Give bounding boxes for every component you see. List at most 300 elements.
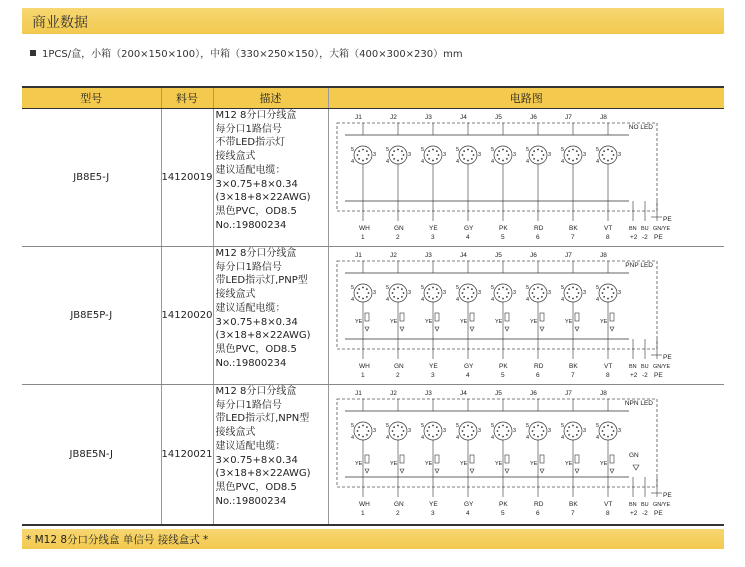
pin-number: 3 <box>407 290 411 296</box>
wire-number: 7 <box>570 372 575 379</box>
connector-pin-dot <box>610 158 612 160</box>
desc-line: 接线盒式 <box>215 289 256 301</box>
connector-pin-dot <box>437 430 439 432</box>
table-row <box>22 247 724 385</box>
wire-color-label: WH <box>358 501 370 508</box>
connector-pin-dot <box>365 288 367 290</box>
wire-color-label: GN <box>393 501 404 508</box>
pin-number: 3 <box>442 428 446 434</box>
connector-pin-dot <box>397 425 399 427</box>
wire-number: 3 <box>430 234 435 241</box>
pin-number: 5 <box>385 423 389 429</box>
connector-pin-dot <box>470 296 472 298</box>
connector-pin-dot <box>467 425 469 427</box>
desc-line: No.:19800234 <box>215 357 287 369</box>
connector-pin-dot <box>607 287 609 289</box>
connector-pin-dot <box>568 434 570 436</box>
connector-pin-dot <box>362 436 364 438</box>
connector-pin-dot <box>402 430 404 432</box>
wire-number: 6 <box>535 510 540 517</box>
connector-pin-dot <box>365 296 367 298</box>
connector-pin-dot <box>607 425 609 427</box>
description-cell <box>213 109 328 247</box>
port-label: J8 <box>599 114 607 121</box>
pin-number: 3 <box>512 152 516 158</box>
connector-pin-dot <box>537 160 539 162</box>
connector-pin-dot <box>601 292 603 294</box>
power-color-label: GN/YE <box>652 226 670 232</box>
header-description: 描述 <box>213 87 328 109</box>
wire-number: 6 <box>535 372 540 379</box>
description-cell <box>213 247 328 385</box>
connector-pin-dot <box>391 430 393 432</box>
header-part-no: 料号 <box>161 87 213 109</box>
pin-number: 5 <box>420 423 424 429</box>
wire-color-label: VT <box>603 501 612 508</box>
led-icon <box>610 469 614 473</box>
port-label: J3 <box>424 114 432 121</box>
connector-pin-dot <box>542 430 544 432</box>
led-icon <box>505 469 509 473</box>
desc-line: 建议适配电缆： <box>215 164 286 176</box>
connector-pin-dot <box>568 288 570 290</box>
wire-number: 4 <box>465 234 470 241</box>
port-label: J6 <box>529 252 537 259</box>
desc-line: M12 8分口分线盒 <box>215 110 297 121</box>
power-color-label: GN/YE <box>652 502 670 508</box>
connector-pin-dot <box>432 436 434 438</box>
pin-number: 5 <box>385 147 389 153</box>
pin-number: 3 <box>617 428 621 434</box>
port-label: J1 <box>354 252 362 259</box>
desc-line: 3×0.75+8×0.34 <box>215 178 298 190</box>
port-label: J2 <box>389 252 397 259</box>
wire-color-label: BK <box>568 225 578 232</box>
power-color-label: BU <box>640 226 649 232</box>
port-label: J1 <box>354 114 362 121</box>
pin-number: 5 <box>350 423 354 429</box>
connector-pin-dot <box>400 426 402 428</box>
connector-pin-dot <box>610 288 612 290</box>
wire-number: 1 <box>360 372 365 379</box>
resistor-icon <box>575 455 579 463</box>
led-color-label: YE <box>389 461 397 467</box>
pin-number: 4 <box>385 297 389 303</box>
pin-number: 4 <box>595 297 599 303</box>
pin-number: 4 <box>525 159 529 165</box>
connector-pin-dot <box>362 149 364 151</box>
power-color-label: GN/YE <box>652 364 670 370</box>
connector-pin-dot <box>502 149 504 151</box>
wire-number: 4 <box>465 510 470 517</box>
connector-pin-dot <box>393 158 395 160</box>
resistor-icon <box>575 313 579 321</box>
led-icon <box>435 469 439 473</box>
port-label: J6 <box>529 114 537 121</box>
connector-pin-dot <box>461 430 463 432</box>
connector-pin-dot <box>607 298 609 300</box>
port-label: J3 <box>424 252 432 259</box>
connector-pin-dot <box>566 430 568 432</box>
pin-number: 3 <box>372 428 376 434</box>
description-cell <box>213 385 328 526</box>
connector-pin-dot <box>537 425 539 427</box>
connector-pin-dot <box>367 430 369 432</box>
pin-number: 3 <box>477 428 481 434</box>
connector-pin-dot <box>397 298 399 300</box>
gn-label: GN <box>628 452 639 459</box>
wire-color-label: PK <box>498 501 508 508</box>
port-label: J4 <box>459 252 467 259</box>
connector-pin-dot <box>432 298 434 300</box>
power-label: -2 <box>641 510 648 517</box>
connector-pin-dot <box>426 292 428 294</box>
connector-pin-dot <box>531 292 533 294</box>
power-color-label: BU <box>640 502 649 508</box>
resistor-icon <box>435 313 439 321</box>
led-icon <box>610 327 614 331</box>
pin-number: 4 <box>420 159 424 165</box>
connector-pin-dot <box>432 425 434 427</box>
enclosure-outline <box>337 261 657 349</box>
port-label: J3 <box>424 390 432 397</box>
connector-pin-dot <box>428 158 430 160</box>
resistor-icon <box>610 455 614 463</box>
wire-color-label: BK <box>568 363 578 370</box>
connector-pin-dot <box>533 288 535 290</box>
pin-number: 4 <box>490 297 494 303</box>
connector-pin-dot <box>568 296 570 298</box>
led-color-label: YE <box>354 461 362 467</box>
connector-pin-dot <box>463 150 465 152</box>
port-label: J8 <box>599 390 607 397</box>
power-led-icon <box>633 465 639 470</box>
led-icon <box>470 327 474 331</box>
desc-line: 3×0.75+8×0.34 <box>215 454 298 466</box>
connector-pin-dot <box>391 154 393 156</box>
connector-pin-dot <box>362 160 364 162</box>
pin-number: 3 <box>617 152 621 158</box>
wire-number: 2 <box>395 234 400 241</box>
resistor-icon <box>435 455 439 463</box>
connector-pin-dot <box>397 287 399 289</box>
pin-number: 4 <box>560 159 564 165</box>
packaging-text: 1PCS/盒，小箱（200×150×100），中箱（330×250×150），大箱（400×300×230）mm <box>42 49 463 60</box>
wire-color-label: VT <box>603 363 612 370</box>
product-table <box>22 86 724 526</box>
desc-line: (3×18+8×22AWG) <box>215 468 311 480</box>
wire-number: 5 <box>500 510 505 517</box>
header-circuit-diagram: 电路图 <box>328 87 724 109</box>
connector-pin-dot <box>502 160 504 162</box>
resistor-icon <box>365 313 369 321</box>
wire-color-label: PK <box>498 363 508 370</box>
connector-pin-dot <box>603 158 605 160</box>
power-label: PE <box>653 510 663 517</box>
circuit-diagram <box>329 247 725 384</box>
connector-pin-dot <box>505 150 507 152</box>
connector-pin-dot <box>575 426 577 428</box>
connector-pin-dot <box>502 425 504 427</box>
connector-pin-dot <box>393 434 395 436</box>
connector-pin-dot <box>610 426 612 428</box>
desc-line: 每分口1路信号 <box>215 399 282 411</box>
connector-pin-dot <box>572 149 574 151</box>
connector-pin-dot <box>505 158 507 160</box>
wire-number: 8 <box>605 234 610 241</box>
connector-pin-dot <box>402 292 404 294</box>
wire-number: 6 <box>535 234 540 241</box>
port-label: J8 <box>599 252 607 259</box>
section-title: 商业数据 <box>32 15 88 31</box>
led-color-label: YE <box>459 319 467 325</box>
desc-line: M12 8分口分线盒 <box>215 386 297 397</box>
pin-number: 3 <box>442 290 446 296</box>
model-cell: JB8E5N-J <box>22 385 161 526</box>
connector-pin-dot <box>437 154 439 156</box>
port-label: J5 <box>494 252 502 259</box>
wire-number: 7 <box>570 234 575 241</box>
connector-pin-dot <box>572 160 574 162</box>
pin-number: 3 <box>547 152 551 158</box>
pin-number: 3 <box>582 428 586 434</box>
pin-number: 3 <box>582 290 586 296</box>
led-icon <box>365 469 369 473</box>
wire-color-label: GN <box>393 363 404 370</box>
pe-label: PE <box>662 216 672 223</box>
led-color-label: YE <box>389 319 397 325</box>
desc-line: 建议适配电缆： <box>215 440 286 452</box>
connector-pin-dot <box>358 296 360 298</box>
wire-color-label: PK <box>498 225 508 232</box>
power-label: PE <box>653 234 663 241</box>
pin-number: 4 <box>490 435 494 441</box>
connector-pin-dot <box>603 434 605 436</box>
connector-pin-dot <box>470 434 472 436</box>
connector-pin-dot <box>533 434 535 436</box>
connector-pin-dot <box>531 154 533 156</box>
pe-label: PE <box>662 354 672 361</box>
connector-pin-dot <box>540 158 542 160</box>
connector-pin-dot <box>505 426 507 428</box>
resistor-icon <box>540 313 544 321</box>
connector-pin-dot <box>463 158 465 160</box>
connector-pin-dot <box>607 149 609 151</box>
pin-number: 4 <box>525 435 529 441</box>
connector-pin-dot <box>533 296 535 298</box>
pin-number: 5 <box>525 423 529 429</box>
wire-color-label: GY <box>463 225 473 232</box>
pin-number: 4 <box>490 159 494 165</box>
led-color-label: YE <box>599 319 607 325</box>
desc-line: 黑色PVC，OD8.5 <box>215 481 297 493</box>
pin-number: 5 <box>455 147 459 153</box>
connector-pin-dot <box>498 296 500 298</box>
connector-pin-dot <box>537 149 539 151</box>
connector-pin-dot <box>435 426 437 428</box>
power-color-label: BN <box>628 502 637 508</box>
header-model: 型号 <box>22 87 161 109</box>
circuit-diagram <box>329 109 725 246</box>
connector-pin-dot <box>542 154 544 156</box>
wire-number: 4 <box>465 372 470 379</box>
led-color-label: YE <box>459 461 467 467</box>
desc-line: 黑色PVC，OD8.5 <box>215 205 297 217</box>
connector-pin-dot <box>568 150 570 152</box>
connector-pin-dot <box>607 436 609 438</box>
pin-number: 5 <box>595 423 599 429</box>
pin-number: 5 <box>455 423 459 429</box>
connector-pin-dot <box>572 298 574 300</box>
packaging-info <box>30 45 463 60</box>
wire-number: 3 <box>430 372 435 379</box>
pin-number: 5 <box>490 147 494 153</box>
connector-pin-dot <box>575 296 577 298</box>
connector-pin-dot <box>505 296 507 298</box>
connector-pin-dot <box>463 426 465 428</box>
led-icon <box>400 327 404 331</box>
connector-pin-dot <box>470 158 472 160</box>
connector-pin-dot <box>612 154 614 156</box>
connector-pin-dot <box>365 150 367 152</box>
connector-pin-dot <box>400 150 402 152</box>
connector-pin-dot <box>470 426 472 428</box>
connector-pin-dot <box>610 296 612 298</box>
pin-number: 3 <box>512 428 516 434</box>
connector-pin-dot <box>463 434 465 436</box>
port-label: J2 <box>389 390 397 397</box>
pin-number: 4 <box>420 435 424 441</box>
connector-pin-dot <box>432 149 434 151</box>
led-color-label: YE <box>424 461 432 467</box>
pin-number: 5 <box>455 285 459 291</box>
port-label: J5 <box>494 114 502 121</box>
connector-pin-dot <box>566 154 568 156</box>
pin-number: 4 <box>350 159 354 165</box>
desc-line: 每分口1路信号 <box>215 261 282 273</box>
wire-number: 7 <box>570 510 575 517</box>
led-color-label: YE <box>494 461 502 467</box>
led-color-label: YE <box>564 461 572 467</box>
table-header-row <box>22 87 724 109</box>
pin-number: 4 <box>385 159 389 165</box>
connector-pin-dot <box>572 287 574 289</box>
power-color-label: BN <box>628 364 637 370</box>
desc-line: No.:19800234 <box>215 219 287 231</box>
table-row <box>22 109 724 247</box>
resistor-icon <box>540 455 544 463</box>
section-header <box>22 8 724 34</box>
power-label: -2 <box>641 372 648 379</box>
port-label: J7 <box>564 390 572 397</box>
connector-pin-dot <box>400 434 402 436</box>
connector-pin-dot <box>533 150 535 152</box>
connector-pin-dot <box>356 292 358 294</box>
connector-pin-dot <box>397 160 399 162</box>
model-cell: JB8E5P-J <box>22 247 161 385</box>
wire-number: 2 <box>395 372 400 379</box>
connector-pin-dot <box>568 426 570 428</box>
connector-pin-dot <box>467 298 469 300</box>
connector-pin-dot <box>397 436 399 438</box>
pin-number: 5 <box>350 285 354 291</box>
connector-pin-dot <box>496 292 498 294</box>
resistor-icon <box>610 313 614 321</box>
desc-line: M12 8分口分线盒 <box>215 248 297 259</box>
resistor-icon <box>505 313 509 321</box>
connector-pin-dot <box>400 296 402 298</box>
led-color-label: YE <box>599 461 607 467</box>
led-icon <box>575 469 579 473</box>
circuit-diagram-cell <box>328 247 724 385</box>
connector-pin-dot <box>542 292 544 294</box>
pin-number: 3 <box>477 152 481 158</box>
connector-pin-dot <box>540 296 542 298</box>
connector-pin-dot <box>393 426 395 428</box>
connector-pin-dot <box>463 296 465 298</box>
wire-number: 8 <box>605 510 610 517</box>
bullet-square-icon <box>30 50 36 56</box>
wire-number: 3 <box>430 510 435 517</box>
connector-pin-dot <box>537 436 539 438</box>
pin-number: 3 <box>372 152 376 158</box>
power-label: -2 <box>641 234 648 241</box>
pin-number: 3 <box>477 290 481 296</box>
connector-pin-dot <box>502 436 504 438</box>
wire-color-label: RD <box>533 501 543 508</box>
connector-pin-dot <box>358 434 360 436</box>
wire-number: 8 <box>605 372 610 379</box>
connector-pin-dot <box>356 154 358 156</box>
resistor-icon <box>400 313 404 321</box>
wire-number: 5 <box>500 372 505 379</box>
led-color-label: YE <box>564 319 572 325</box>
pin-number: 5 <box>595 147 599 153</box>
connector-pin-dot <box>365 158 367 160</box>
wire-color-label: YE <box>428 501 438 508</box>
connector-pin-dot <box>428 288 430 290</box>
connector-pin-dot <box>435 150 437 152</box>
connector-pin-dot <box>461 292 463 294</box>
power-label: +2 <box>629 372 637 379</box>
connector-pin-dot <box>601 154 603 156</box>
connector-pin-dot <box>603 426 605 428</box>
pe-label: PE <box>662 492 672 499</box>
connector-pin-dot <box>435 288 437 290</box>
pin-number: 5 <box>350 147 354 153</box>
connector-pin-dot <box>577 430 579 432</box>
connector-pin-dot <box>393 288 395 290</box>
connector-pin-dot <box>362 298 364 300</box>
pin-number: 4 <box>560 297 564 303</box>
connector-pin-dot <box>437 292 439 294</box>
wire-color-label: YE <box>428 225 438 232</box>
led-color-label: YE <box>529 319 537 325</box>
desc-line: 黑色PVC，OD8.5 <box>215 343 297 355</box>
pin-number: 3 <box>582 152 586 158</box>
pin-number: 3 <box>407 152 411 158</box>
connector-pin-dot <box>540 434 542 436</box>
connector-pin-dot <box>435 158 437 160</box>
connector-pin-dot <box>393 296 395 298</box>
port-label: J4 <box>459 390 467 397</box>
connector-pin-dot <box>537 298 539 300</box>
connector-pin-dot <box>502 287 504 289</box>
connector-pin-dot <box>507 154 509 156</box>
connector-pin-dot <box>426 154 428 156</box>
part-no-cell: 14120019 <box>161 109 213 247</box>
connector-pin-dot <box>505 288 507 290</box>
